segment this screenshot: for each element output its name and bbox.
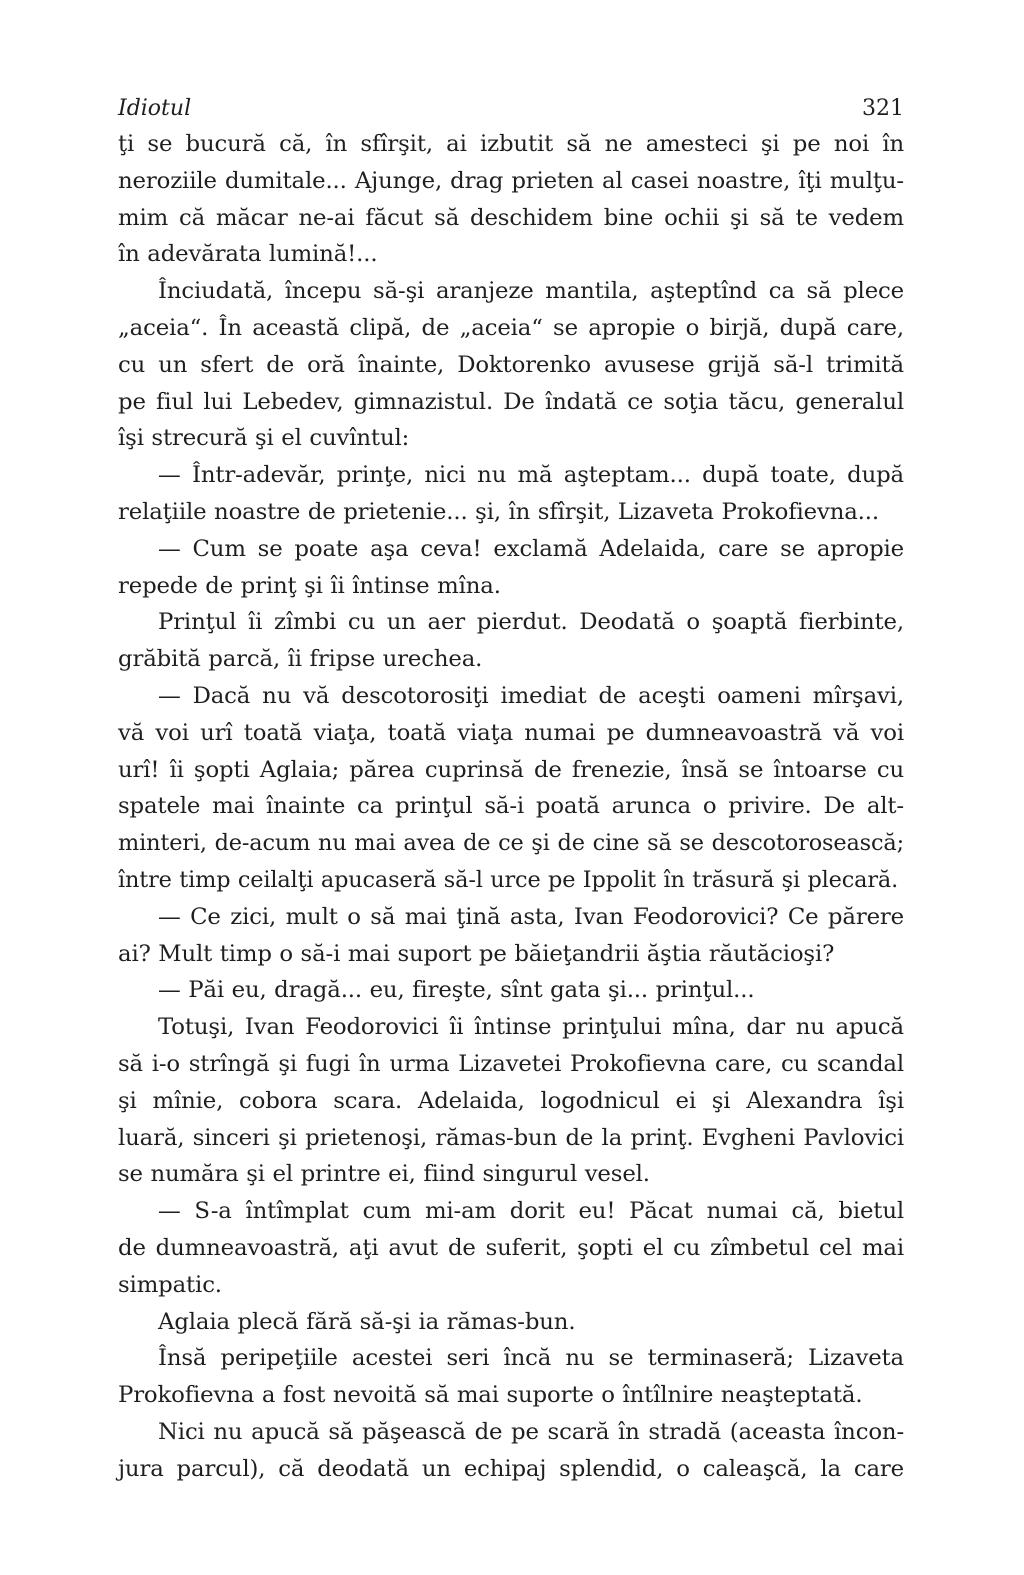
text-line: — Într-adevăr, prinţe, nici nu mă aşteptam... după toate, după xyxy=(158,462,904,489)
text-line: să i-o strîngă şi fugi în urma Lizavetei Prokofievna care, cu scandal xyxy=(118,1050,904,1077)
text-line: de dumneavoastră, aţi avut de suferit, şopti el cu zîmbetul cel mai xyxy=(118,1234,904,1261)
text-line: „aceia“. În această clipă, de „aceia“ se apropie o birjă, după care, xyxy=(118,314,904,341)
text-line: îşi strecură şi el cuvîntul: xyxy=(118,425,410,452)
text-line: simpatic. xyxy=(118,1271,222,1298)
text-line: în adevărata lumină!... xyxy=(118,241,378,268)
book-page xyxy=(118,96,904,1482)
text-line: ai? Mult timp o să-i mai suport pe băieţandrii ăştia răutăcioşi? xyxy=(118,940,835,967)
text-line: urî! îi şopti Aglaia; părea cuprinsă de frenezie, însă se întoarse cu xyxy=(118,756,904,783)
text-line: relaţiile noastre de prietenie... şi, în sfîrşit, Lizaveta Prokofievna... xyxy=(118,498,879,525)
page-number: 321 xyxy=(862,96,904,121)
text-line: ţi se bucură că, în sfîrşit, ai izbutit să ne amesteci şi pe noi în xyxy=(118,131,904,157)
text-line: — Ce zici, mult o să mai ţină asta, Ivan Feodorovici? Ce părere xyxy=(158,903,904,930)
text-line: şi mînie, cobora scara. Adelaida, logodnicul ei şi Alexandra îşi xyxy=(118,1087,904,1114)
book-title: Idiotul xyxy=(118,96,192,121)
text-line: luară, sinceri şi prietenoşi, rămas-bun de la prinţ. Evgheni Pavlovici xyxy=(118,1124,904,1151)
text-line: se număra şi el printre ei, fiind singurul vesel. xyxy=(118,1161,650,1188)
body-text xyxy=(118,126,904,1487)
text-line: pe fiul lui Lebedev, gimnazistul. De îndată ce soţia tăcu, generalul xyxy=(118,388,904,415)
text-line: — Cum se poate aşa ceva! exclamă Adelaida, care se apropie xyxy=(158,535,904,562)
text-line: minteri, de-acum nu mai avea de ce şi de cine să se descotorosească; xyxy=(118,830,904,857)
text-line: — Dacă nu vă descotorosiţi imediat de aceşti oameni mîrşavi, xyxy=(158,682,904,709)
text-line: Prinţul îi zîmbi cu un aer pierdut. Deodată o şoaptă fierbinte, xyxy=(158,609,904,636)
text-line: — S-a întîmplat cum mi-am dorit eu! Păcat numai că, bietul xyxy=(158,1198,904,1225)
text-line: Totuşi, Ivan Feodorovici îi întinse prinţului mîna, dar nu apucă xyxy=(158,1014,904,1041)
text-line: Aglaia plecă fără să-şi ia rămas-bun. xyxy=(158,1308,576,1335)
text-line: Nici nu apucă să păşească de pe scară în stradă (aceasta încon- xyxy=(158,1418,904,1445)
text-line: Însă peripeţiile acestei seri încă nu se terminaseră; Lizaveta xyxy=(158,1345,904,1372)
text-line: neroziile dumitale... Ajunge, drag prieten al casei noastre, îţi mulţu- xyxy=(118,167,904,194)
running-head xyxy=(118,96,904,130)
text-line: spatele mai înainte ca prinţul să-i poată arunca o privire. De alt- xyxy=(118,793,904,820)
text-line: Înciudată, începu să-şi aranjeze mantila, aşteptînd ca să plece xyxy=(158,278,904,305)
text-line: Prokofievna a fost nevoită să mai suporte o întîlnire neaşteptată. xyxy=(118,1382,863,1409)
text-line: vă voi urî toată viaţa, toată viaţa numai pe dumneavoastră vă voi xyxy=(118,719,904,746)
text-line: repede de prinţ şi îi întinse mîna. xyxy=(118,572,501,599)
text-line: mim că măcar ne-ai făcut să deschidem bine ochii şi să te vedem xyxy=(118,204,904,231)
text-line: — Păi eu, dragă... eu, fireşte, sînt gata şi... prinţul... xyxy=(158,977,755,1004)
text-line: grăbită parcă, îi fripse urechea. xyxy=(118,646,483,673)
text-line: între timp ceilalţi apucaseră să-l urce pe Ippolit în trăsură şi plecară. xyxy=(118,866,899,893)
text-line: cu un sfert de oră înainte, Doktorenko avusese grijă să-l trimită xyxy=(118,351,904,378)
text-line: jura parcul), că deodată un echipaj splendid, o caleaşcă, la care xyxy=(118,1455,904,1482)
